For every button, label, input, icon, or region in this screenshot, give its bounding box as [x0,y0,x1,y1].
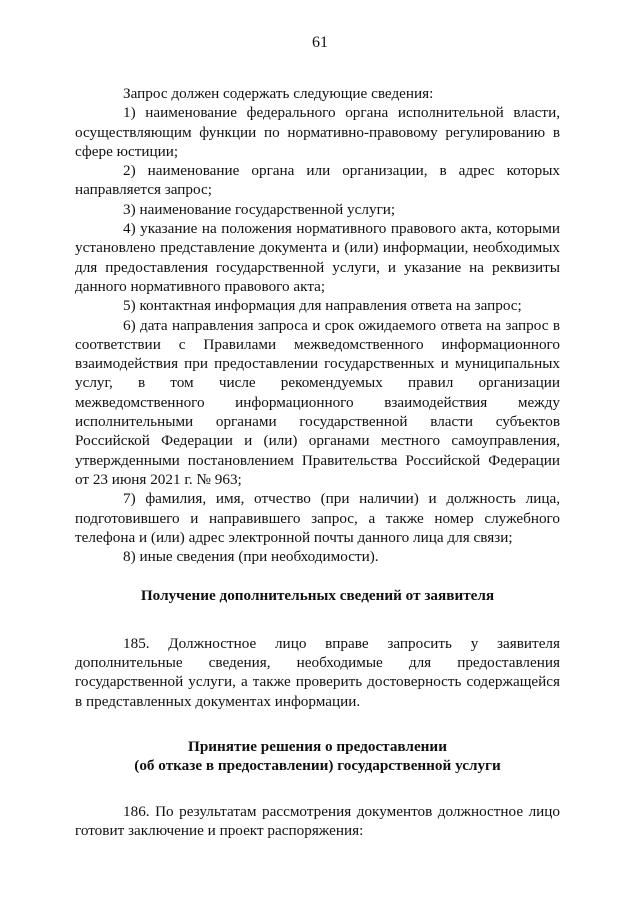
section-heading-decision-line2: (об отказе в предоставлении) государственной услуги [134,757,501,775]
page-number: 61 [312,34,328,51]
intro-paragraph: Запрос должен содержать следующие сведения: [123,85,434,102]
list-item-3: 3) наименование государственной услуги; [123,200,396,218]
list-item-8: 8) иные сведения (при необходимости). [123,548,379,566]
paragraph-185: 185. Должностное лицо вправе запросить у заявителя дополнительные сведения, необходимые для предоставления государственной услуги, а также проверить достоверность содержащейся в представленных документах информации. [75,634,560,710]
section-heading-decision-line1: Принятие решения о предоставлении [188,737,447,755]
paragraph-186: 186. По результатам рассмотрения документов должностное лицо готовит заключение и проект распоряжения: [75,802,560,839]
list-item-6: 6) дата направления запроса и срок ожидаемого ответа на запрос в соответствии с Правилами межведомственного информационного взаимодействия при предоставлении государственных и муниципальных услуг, в том числе рекомендуемых правил организации межведомственного информационного взаимодействия между исполнительными органами государственной власти субъектов Российской Федерации и (или) органами местного самоуправления, утвержденными постановлением Правительства Российской Федерации от 23 июня 2021 г. № 963; [75,316,560,488]
list-item-5: 5) контактная информация для направления ответа на запрос; [123,297,522,315]
section-heading-extra-info: Получение дополнительных сведений от заявителя [140,587,495,605]
list-item-1: 1) наименование федерального органа исполнительной власти, осуществляющим функции по нормативно-правовому регулированию в сфере юстиции; [75,104,560,160]
list-item-7: 7) фамилия, имя, отчество (при наличии) и должность лица, подготовившего и направившего запрос, а также номер служебного телефона и (или) адрес электронной почты данного лица для связи; [75,490,560,546]
page-content [75,84,560,840]
list-item-4: 4) указание на положения нормативного правового акта, которыми установлено представление документа и (или) информации, необходимых для предоставления государственной услуги, и указание на реквизиты данного нормативного правового акта; [75,220,560,295]
list-item-2: 2) наименование органа или организации, в адрес которых направляется запрос; [75,162,560,199]
